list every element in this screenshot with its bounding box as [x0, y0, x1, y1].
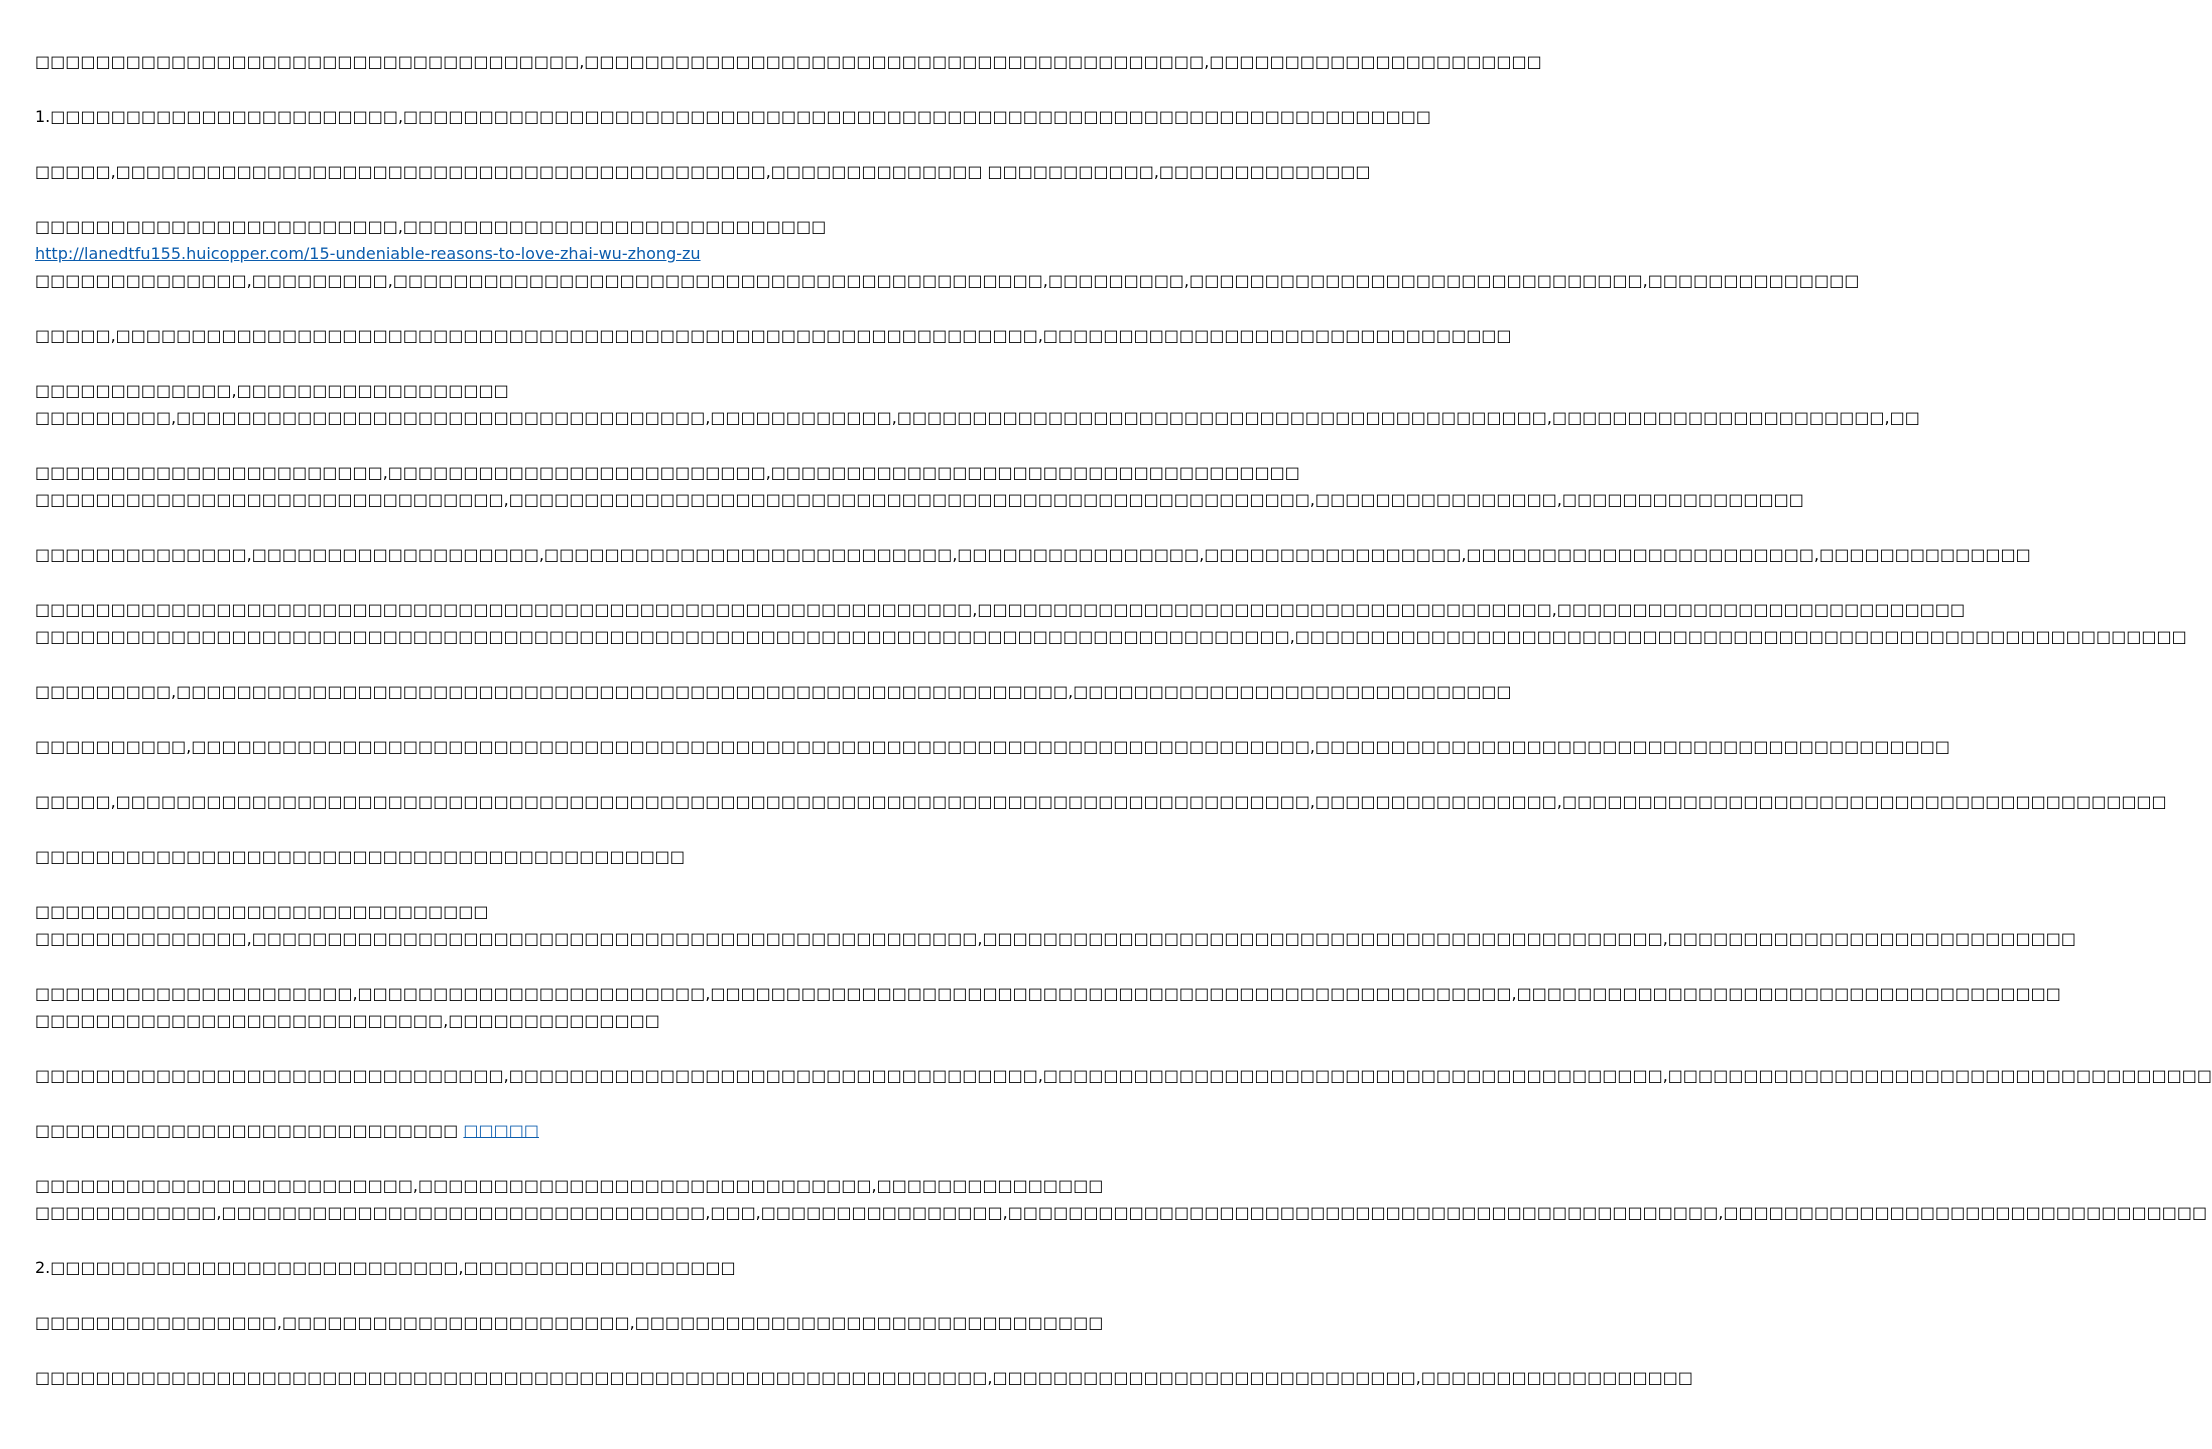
text-line: □□□□□□□□□□□□□□□□□□□□□□□□□□□□ [35, 1121, 464, 1140]
paragraph-17 [35, 1117, 990, 1144]
text-line: □□□□□□□□□,□□□□□□□□□□□□□□□□□□□□□□□□□□□□□□□□□□□,□□□□□□□□□□□□,□□□□□□□□□□□□□□□□□□□□□□□□□□□□□□□□□□□□□□□□□□□,□□□□□□□□□□□□□□□□□□□□□□,□□ [35, 408, 1920, 427]
text-line: □□□□□□□□□□□□□□,□□□□□□□□□□□□□□□□□□□,□□□□□□□□□□□□□□□□□□□□□□□□□□□,□□□□□□□□□□□□□□□□,□□□□□□□□□□□□□□□□□,□□□□□□□□□□□□□□□□□□□□□□□,□□□□□□□□□□□□□□ [35, 545, 2031, 564]
paragraph-9 [35, 596, 2187, 650]
text-line: □□□□□□□□□□□□□□□□□□□□□□□□□□□□□□□,□□□□□□□□□□□□□□□□□□□□□□□□□□□□□□□□□□□,□□□□□□□□□□□□□□□□□□□□□□□□□□□□□□□□□□□□□□□□□,□□□□□□□□□□□□□□□□□□□□□□□□□□□□□□□□□□□□ [35, 1066, 2212, 1085]
text-line: □□□□□□□□□□,□□□□□□□□□□□□□□□□□□□□□□□□□□□□□□□□□□□□□□□□□□□□□□□□□□□□□□□□□□□□□□□□□□□□□□□□□□,□□□□□□□□□□□□□□□□□□□□□□□□□□□□□□□□□□□□□□□□□□ [35, 737, 1950, 756]
paragraph-11 [35, 733, 1950, 760]
paragraph-14 [35, 898, 2076, 952]
article-link[interactable]: http://lanedtfu155.huicopper.com/15-undeniable-reasons-to-love-zhai-wu-zhong-zu [35, 244, 701, 263]
text-line: □□□□□□□□□□□□□□□□□□□□□,□□□□□□□□□□□□□□□□□□□□□□□,□□□□□□□□□□□□□□□□□□□□□□□□□□□□□□□□□□□□□□□□□□□□□□□□□□□□□,□□□□□□□□□□□□□□□□□□□□□□□□□□□□□□□□□□□□ [35, 984, 2061, 1003]
paragraph-2 [35, 103, 1432, 130]
paragraph-8 [35, 541, 2031, 568]
paragraph-15 [35, 980, 2061, 1034]
text-line: □□□□□□□□□□□□□□□□□□□□□□□□□□□□□□□□□□□□□□□□□□□ [35, 847, 686, 866]
text-line: □□□□□□□□□□□□,□□□□□□□□□□□□□□□□□□□□□□□□□□□□□□□□,□□□,□□□□□□□□□□□□□□□□,□□□□□□□□□□□□□□□□□□□□□□□□□□□□□□□□□□□□□□□□□□□□□□□,□□□□□□□□□□□□□□□□□□□□□□□□□□□□□□□□ [35, 1203, 2208, 1222]
paragraph-10 [35, 678, 1512, 705]
text-line-with-link [35, 213, 990, 267]
paragraph-21 [35, 1364, 1693, 1391]
paragraph-16 [35, 1062, 2212, 1089]
text-line: 2.□□□□□□□□□□□□□□□□□□□□□□□□□□□,□□□□□□□□□□□□□□□□□□ [35, 1258, 736, 1277]
text-line: 1.□□□□□□□□□□□□□□□□□□□□□□□,□□□□□□□□□□□□□□□□□□□□□□□□□□□□□□□□□□□□□□□□□□□□□□□□□□□□□□□□□□□□□□□□□□□□ [35, 107, 1432, 126]
paragraph-18 [35, 1172, 2208, 1226]
inline-link[interactable]: □□□□□ [463, 1121, 539, 1140]
text-line: □□□□□□□□□□□□□□□□□□□□□□□□□□□,□□□□□□□□□□□□□□ [35, 1011, 660, 1030]
text-line: □□□□□□□□□□□□□,□□□□□□□□□□□□□□□□□□ [35, 381, 509, 400]
text-line: □□□□□□□□□□□□□□□□□□□□□□□□□□□□□□□,□□□□□□□□□□□□□□□□□□□□□□□□□□□□□□□□□□□□□□□□□□□□□□□□□□□□□,□□□□□□□□□□□□□□□□,□□□□□□□□□□□□□□□□ [35, 490, 1804, 509]
text-line: □□□□□,□□□□□□□□□□□□□□□□□□□□□□□□□□□□□□□□□□□□□□□□□□□□□□□□□□□□□□□□□□□□□□□□□□□□□□□□□□□□□□□,□□□□□□□□□□□□□□□□,□□□□□□□□□□□□□□□□□□□□□□□□□□□□□□□□□□□□□□□□ [35, 792, 2167, 811]
text-line-with-link [35, 1117, 990, 1144]
paragraph-4 [35, 213, 1860, 294]
text-line: □□□□□,□□□□□□□□□□□□□□□□□□□□□□□□□□□□□□□□□□□□□□□□□□□□□□□□□□□□□□□□□□□□□,□□□□□□□□□□□□□□□□□□□□□□□□□□□□□□□ [35, 326, 1512, 345]
text-line: □□□□□□□□□□□□□□□□□□□□□□□,□□□□□□□□□□□□□□□□□□□□□□□□□,□□□□□□□□□□□□□□□□□□□□□□□□□□□□□□□□□□□ [35, 463, 1300, 482]
text-line: □□□□□□□□□□□□□□□□□□□□□□□□□,□□□□□□□□□□□□□□□□□□□□□□□□□□□□□□,□□□□□□□□□□□□□□□ [35, 1176, 1104, 1195]
paragraph-6 [35, 377, 1920, 431]
text-line: □□□□□□□□□□□□□□□□□□□□□□□□□□□□□□ [35, 902, 489, 921]
text-line: □□□□□□□□□□□□□□□□,□□□□□□□□□□□□□□□□□□□□□□□,□□□□□□□□□□□□□□□□□□□□□□□□□□□□□□□ [35, 1313, 1104, 1332]
paragraph-19 [35, 1254, 990, 1281]
paragraph-20 [35, 1309, 1104, 1336]
text-line: □□□□□□□□□□□□□□,□□□□□□□□□□□□□□□□□□□□□□□□□□□□□□□□□□□□□□□□□□□□□□□□,□□□□□□□□□□□□□□□□□□□□□□□□□□□□□□□□□□□□□□□□□□□□□,□□□□□□□□□□□□□□□□□□□□□□□□□□□ [35, 929, 2076, 948]
paragraph-5 [35, 322, 1512, 349]
document-body [35, 48, 2212, 1391]
text-line: □□□□□□□□□□□□□□□□□□□□□□□□□□□□□□□□□□□□□□□□□□□□□□□□□□□□□□□□□□□□□□□□□□□□□□□□□□□□□□□□□□□,□□□□□□□□□□□□□□□□□□□□□□□□□□□□□□□□□□□□□□□□□□□□□□□□□□□□□□□□□□□ [35, 627, 2187, 646]
paragraph-7 [35, 459, 1804, 513]
text-line: □□□□□□□□□,□□□□□□□□□□□□□□□□□□□□□□□□□□□□□□□□□□□□□□□□□□□□□□□□□□□□□□□□□□□,□□□□□□□□□□□□□□□□□□□□□□□□□□□□□ [35, 682, 1512, 701]
text-line: □□□□□□□□□□□□□□□□□□□□□□□□□□□□□□□□□□□□□□□□□□□□□□□□□□□□□□□□□□□□□□□,□□□□□□□□□□□□□□□□□□□□□□□□□□□□,□□□□□□□□□□□□□□□□□□ [35, 1368, 1693, 1387]
paragraph-12 [35, 788, 2167, 815]
paragraph-1 [35, 48, 1542, 75]
text-line: □□□□□,□□□□□□□□□□□□□□□□□□□□□□□□□□□□□□□□□□□□□□□□□□□,□□□□□□□□□□□□□□ □□□□□□□□□□□,□□□□□□□□□□□□□□ [35, 162, 1371, 181]
text-line: □□□□□□□□□□□□□□,□□□□□□□□□,□□□□□□□□□□□□□□□□□□□□□□□□□□□□□□□□□□□□□□□□□□□,□□□□□□□□□,□□□□□□□□□□□□□□□□□□□□□□□□□□□□□□,□□□□□□□□□□□□□□ [35, 271, 1860, 290]
paragraph-3 [35, 158, 1371, 185]
text-line: □□□□□□□□□□□□□□□□□□□□□□□□□□□□□□□□□□□□,□□□□□□□□□□□□□□□□□□□□□□□□□□□□□□□□□□□□□□□□□,□□□□□□□□□□□□□□□□□□□□□□ [35, 52, 1542, 71]
text-line: □□□□□□□□□□□□□□□□□□□□□□□□□□□□□□□□□□□□□□□□□□□□□□□□□□□□□□□□□□□□□□,□□□□□□□□□□□□□□□□□□□□□□□□□□□□□□□□□□□□□□,□□□□□□□□□□□□□□□□□□□□□□□□□□□ [35, 600, 1966, 619]
text-line: □□□□□□□□□□□□□□□□□□□□□□□□,□□□□□□□□□□□□□□□□□□□□□□□□□□□□ [35, 217, 827, 236]
paragraph-13 [35, 843, 990, 870]
